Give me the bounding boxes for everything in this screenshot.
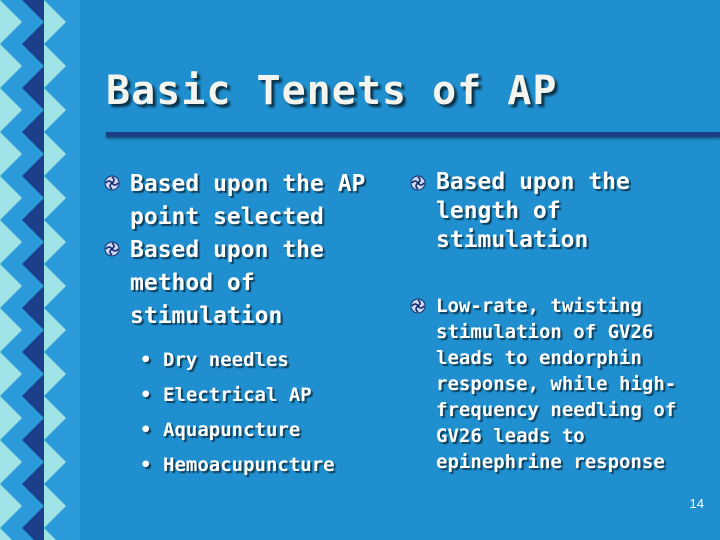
left-column: [104, 168, 404, 483]
border-triangle: [22, 374, 44, 418]
border-triangle: [44, 308, 66, 352]
sub-list-item: [140, 378, 404, 413]
border-triangle: [22, 154, 44, 198]
swirl-bullet-icon: [410, 298, 426, 314]
stimulation-method-list: [104, 343, 404, 483]
border-triangle: [22, 242, 44, 286]
right-column: [410, 168, 710, 475]
border-triangle: [44, 132, 66, 176]
border-triangle: [22, 506, 44, 540]
border-triangle: [0, 352, 22, 396]
border-triangle: [0, 132, 22, 176]
border-triangle: [0, 484, 22, 528]
border-triangle: [0, 308, 22, 352]
border-triangle: [22, 330, 44, 374]
sub-item-text: Aquapuncture: [163, 419, 301, 441]
border-triangle: [22, 110, 44, 154]
border-triangle: [0, 528, 22, 540]
swirl-bullet-icon: [104, 241, 120, 257]
bullet-item: [104, 234, 404, 333]
sub-list-item: [140, 413, 404, 448]
sub-item-text: Hemoacupuncture: [163, 454, 335, 476]
swirl-bullet-icon: [104, 175, 120, 191]
border-triangle: [44, 440, 66, 484]
title-underline: [106, 132, 720, 137]
border-triangle: [22, 66, 44, 110]
swirl-bullet-icon: [410, 175, 426, 191]
border-triangle: [22, 286, 44, 330]
border-triangle: [44, 220, 66, 264]
border-triangle: [22, 0, 44, 22]
border-triangle: [44, 44, 66, 88]
border-triangle: [44, 88, 66, 132]
page-number: 14: [689, 496, 704, 511]
border-triangle: [0, 0, 22, 44]
sub-bullet-dot: •: [140, 349, 152, 371]
bullet-text: Based upon the method of stimulation: [130, 237, 324, 329]
border-triangle: [0, 44, 22, 88]
bullet-text: Based upon the AP point selected: [130, 171, 366, 230]
sub-list-item: [140, 448, 404, 483]
triangle-pattern: [0, 0, 80, 540]
border-triangle: [44, 484, 66, 528]
bullet-item: [410, 168, 710, 255]
border-triangle: [0, 264, 22, 308]
sub-item-text: Electrical AP: [163, 384, 312, 406]
border-triangle: [0, 220, 22, 264]
bullet-item: [104, 168, 404, 234]
bullet-text: Low-rate, twisting stimulation of GV26 leads to endorphin response, while high-frequency needling of GV26 leads to epinephrine response: [436, 295, 677, 473]
sub-bullet-dot: •: [140, 419, 152, 441]
border-triangle: [0, 88, 22, 132]
slide-title: Basic Tenets of AP: [106, 68, 558, 114]
border-triangle: [44, 528, 66, 540]
sub-item-text: Dry needles: [163, 349, 289, 371]
border-triangle: [44, 396, 66, 440]
bullet-text: Based upon the length of stimulation: [436, 169, 630, 253]
border-triangle: [44, 352, 66, 396]
bullet-item: [410, 293, 710, 475]
sub-list-item: [140, 343, 404, 378]
sub-bullet-dot: •: [140, 384, 152, 406]
border-triangle: [22, 198, 44, 242]
border-triangle: [44, 264, 66, 308]
border-triangle: [44, 0, 66, 44]
border-triangle: [22, 22, 44, 66]
border-triangle: [0, 176, 22, 220]
sub-bullet-dot: •: [140, 454, 152, 476]
border-triangle: [22, 462, 44, 506]
border-triangle: [44, 176, 66, 220]
border-triangle: [0, 440, 22, 484]
decorative-triangle-border: [0, 0, 80, 540]
border-triangle: [22, 418, 44, 462]
border-triangle: [0, 396, 22, 440]
